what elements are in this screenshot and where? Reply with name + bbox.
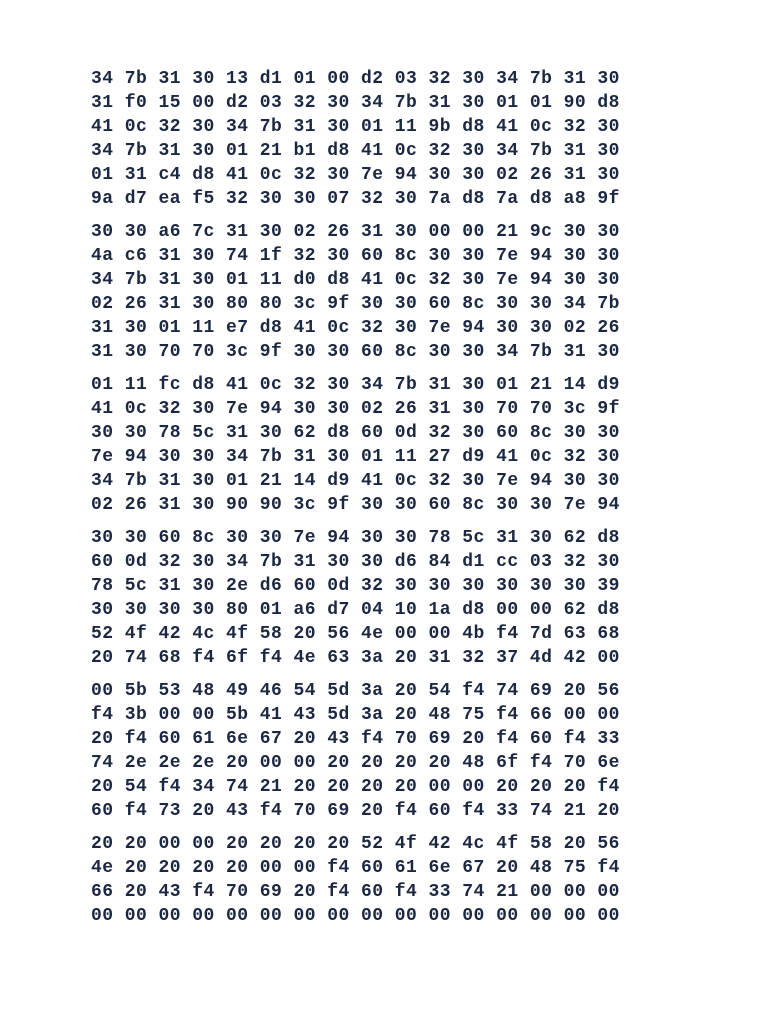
hex-line: 00 00 00 00 00 00 00 00 00 00 00 00 00 00 00 00 [91, 906, 620, 926]
hex-line: 01 11 fc d8 41 0c 32 30 34 7b 31 30 01 21 14 d9 [91, 375, 620, 395]
hex-line: 7e 94 30 30 34 7b 31 30 01 11 27 d9 41 0c 32 30 [91, 447, 620, 467]
hex-block-3 [91, 373, 691, 517]
hex-line: 30 30 a6 7c 31 30 02 26 31 30 00 00 21 9c 30 30 [91, 222, 620, 242]
hex-block-6 [91, 832, 691, 928]
hex-line: 30 30 78 5c 31 30 62 d8 60 0d 32 30 60 8c 30 30 [91, 423, 620, 443]
hex-line: 31 f0 15 00 d2 03 32 30 34 7b 31 30 01 01 90 d8 [91, 93, 620, 113]
hex-line: 34 7b 31 30 01 11 d0 d8 41 0c 32 30 7e 94 30 30 [91, 270, 620, 290]
hex-line: 52 4f 42 4c 4f 58 20 56 4e 00 00 4b f4 7d 63 68 [91, 624, 620, 644]
hex-line: 34 7b 31 30 01 21 b1 d8 41 0c 32 30 34 7b 31 30 [91, 141, 620, 161]
hex-line: 78 5c 31 30 2e d6 60 0d 32 30 30 30 30 30 30 39 [91, 576, 620, 596]
hex-block-5 [91, 679, 691, 823]
hex-block-2 [91, 220, 691, 364]
hex-line: 41 0c 32 30 34 7b 31 30 01 11 9b d8 41 0c 32 30 [91, 117, 620, 137]
hex-line: 60 f4 73 20 43 f4 70 69 20 f4 60 f4 33 74 21 20 [91, 801, 620, 821]
hex-line: 4e 20 20 20 20 00 00 f4 60 61 6e 67 20 48 75 f4 [91, 858, 620, 878]
hex-line: 20 74 68 f4 6f f4 4e 63 3a 20 31 32 37 4d 42 00 [91, 648, 620, 668]
hex-dump [91, 67, 691, 937]
hex-line: 34 7b 31 30 01 21 14 d9 41 0c 32 30 7e 94 30 30 [91, 471, 620, 491]
hex-block-4 [91, 526, 691, 670]
hex-line: 31 30 70 70 3c 9f 30 30 60 8c 30 30 34 7b 31 30 [91, 342, 620, 362]
hex-line: 4a c6 31 30 74 1f 32 30 60 8c 30 30 7e 94 30 30 [91, 246, 620, 266]
hex-block-1 [91, 67, 691, 211]
hex-line: 01 31 c4 d8 41 0c 32 30 7e 94 30 30 02 26 31 30 [91, 165, 620, 185]
hex-line: 41 0c 32 30 7e 94 30 30 02 26 31 30 70 70 3c 9f [91, 399, 620, 419]
hex-line: 60 0d 32 30 34 7b 31 30 30 d6 84 d1 cc 03 32 30 [91, 552, 620, 572]
hex-line: 02 26 31 30 80 80 3c 9f 30 30 60 8c 30 30 34 7b [91, 294, 620, 314]
hex-line: 02 26 31 30 90 90 3c 9f 30 30 60 8c 30 30 7e 94 [91, 495, 620, 515]
hex-line: 9a d7 ea f5 32 30 30 07 32 30 7a d8 7a d8 a8 9f [91, 189, 620, 209]
hex-line: 30 30 60 8c 30 30 7e 94 30 30 78 5c 31 30 62 d8 [91, 528, 620, 548]
hex-line: 20 20 00 00 20 20 20 20 52 4f 42 4c 4f 58 20 56 [91, 834, 620, 854]
hex-line: f4 3b 00 00 5b 41 43 5d 3a 20 48 75 f4 66 00 00 [91, 705, 620, 725]
hex-line: 66 20 43 f4 70 69 20 f4 60 f4 33 74 21 00 00 00 [91, 882, 620, 902]
hex-line: 00 5b 53 48 49 46 54 5d 3a 20 54 f4 74 69 20 56 [91, 681, 620, 701]
hex-line: 31 30 01 11 e7 d8 41 0c 32 30 7e 94 30 30 02 26 [91, 318, 620, 338]
hex-line: 74 2e 2e 2e 20 00 00 20 20 20 20 48 6f f4 70 6e [91, 753, 620, 773]
hex-line: 34 7b 31 30 13 d1 01 00 d2 03 32 30 34 7b 31 30 [91, 69, 620, 89]
hex-line: 20 54 f4 34 74 21 20 20 20 20 00 00 20 20 20 f4 [91, 777, 620, 797]
hex-line: 20 f4 60 61 6e 67 20 43 f4 70 69 20 f4 60 f4 33 [91, 729, 620, 749]
hex-line: 30 30 30 30 80 01 a6 d7 04 10 1a d8 00 00 62 d8 [91, 600, 620, 620]
